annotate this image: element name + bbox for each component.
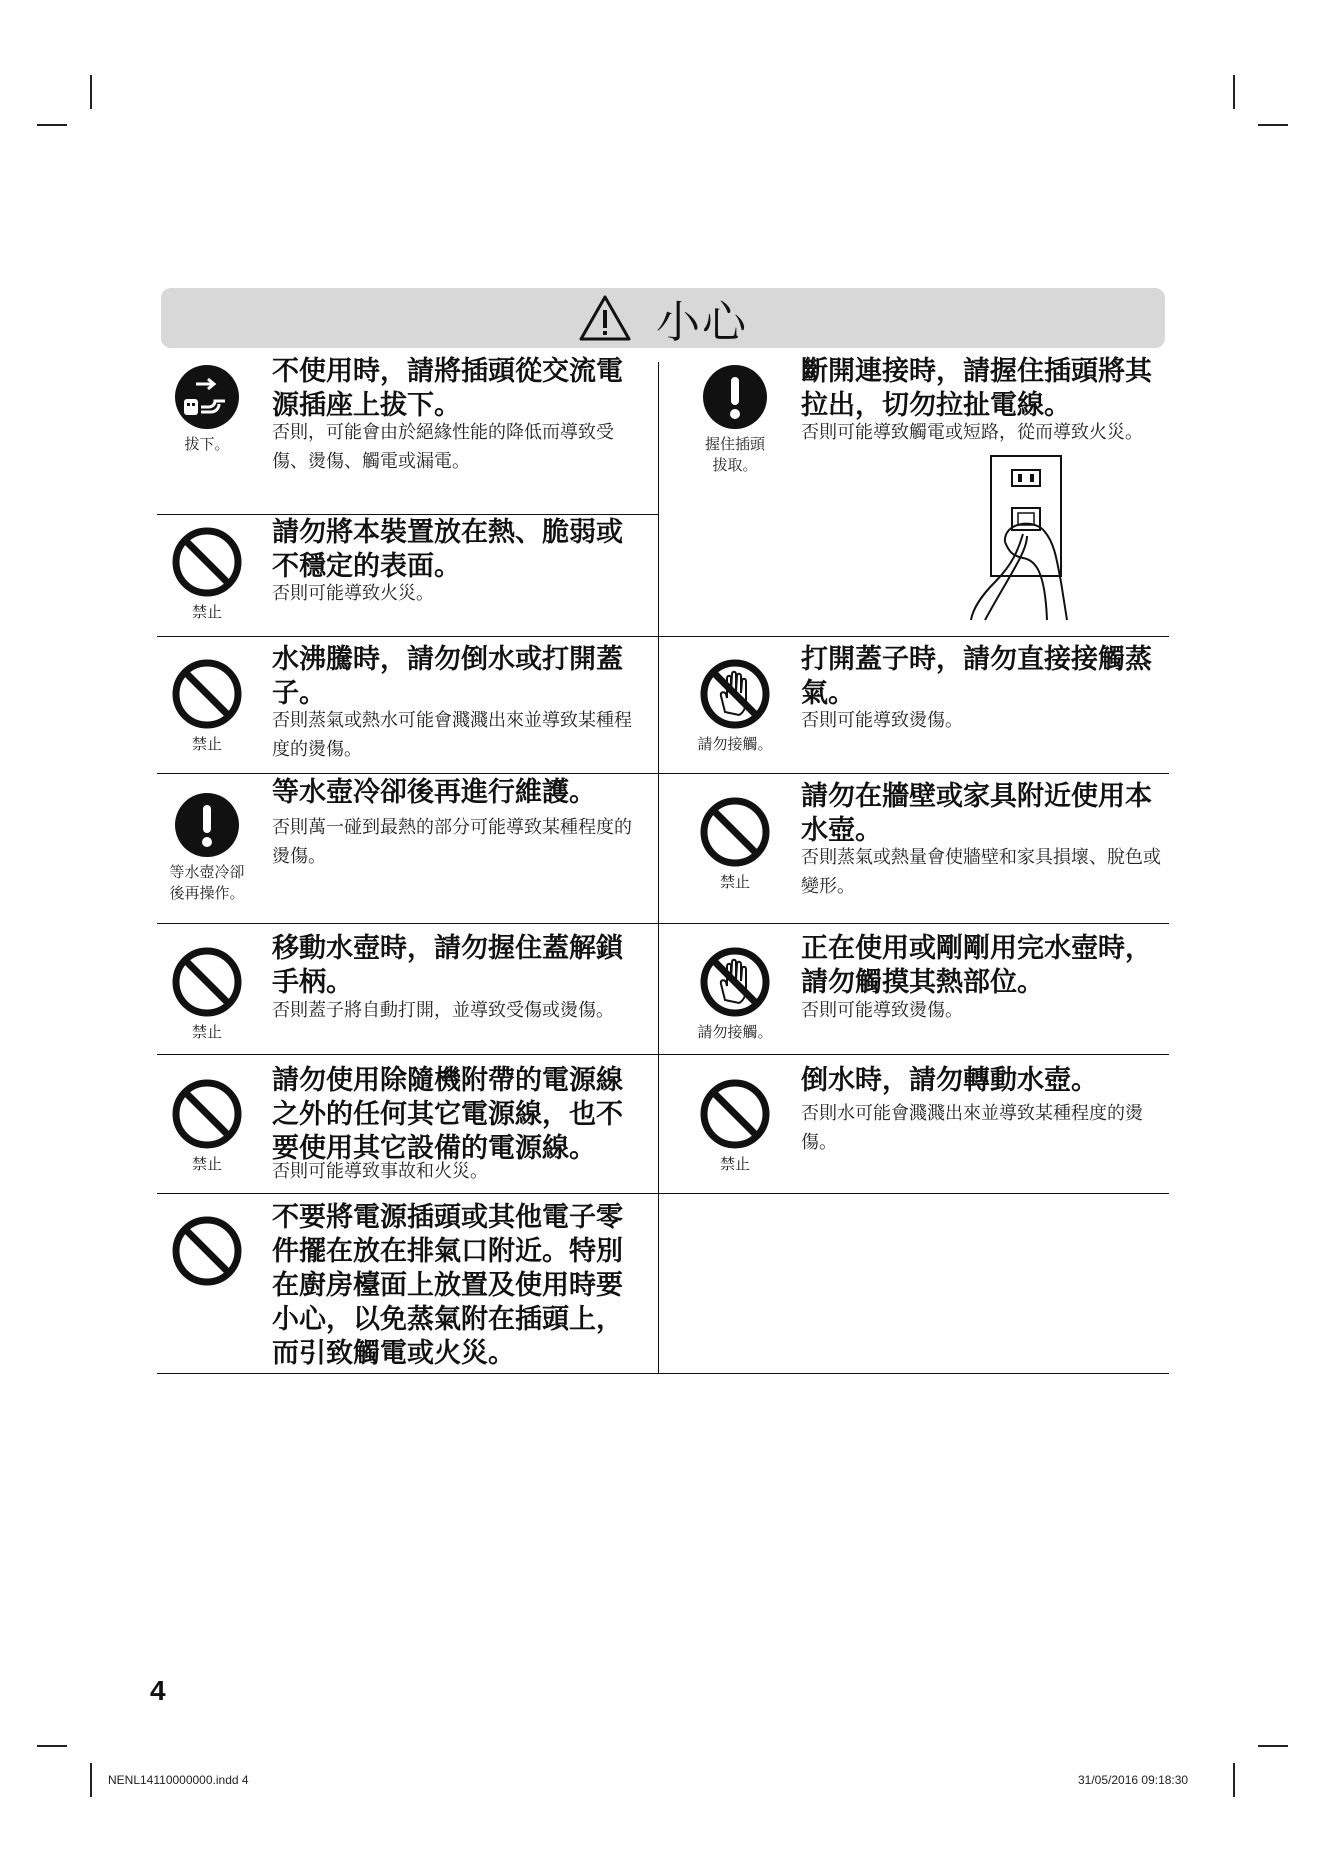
item-body: 否則水可能會濺濺出來並導致某種程度的燙傷。 bbox=[801, 1103, 1143, 1153]
no-touch-icon-block bbox=[685, 658, 785, 755]
item-body: 否則蒸氣或熱水可能會濺濺出來並導致某種程度的燙傷。 bbox=[272, 710, 632, 760]
item-title: 不使用時，請將插頭從交流電源插座上拔下。 bbox=[272, 356, 623, 421]
icon-caption: 禁止 bbox=[191, 1023, 222, 1041]
row-divider bbox=[157, 773, 1169, 774]
caution-banner bbox=[161, 288, 1165, 348]
prohibited-icon-block bbox=[685, 796, 785, 893]
prohibited-icon-block bbox=[685, 1078, 785, 1175]
item-body: 否則可能導致事故和火災。 bbox=[272, 1161, 488, 1182]
footer-timestamp: 31/05/2016 09:18:30 bbox=[1078, 1773, 1189, 1787]
crop-mark bbox=[1233, 1763, 1235, 1797]
icon-caption: 禁止 bbox=[191, 1155, 222, 1173]
row-divider bbox=[157, 1193, 1169, 1194]
item-body: 否則蓋子將自動打開，並導致受傷或燙傷。 bbox=[272, 1000, 614, 1021]
column-divider bbox=[658, 362, 659, 1373]
row-divider bbox=[157, 923, 1169, 924]
icon-caption: 握住插頭拔取。 bbox=[705, 435, 766, 474]
prohibited-icon-block bbox=[157, 526, 257, 623]
no-touch-icon bbox=[699, 658, 771, 730]
crop-mark bbox=[37, 124, 67, 126]
plug-outlet-illustration bbox=[965, 452, 1075, 622]
icon-caption: 等水壺冷卻後再操作。 bbox=[169, 863, 245, 902]
row-divider bbox=[157, 1373, 1169, 1374]
banner-title: 小心 bbox=[656, 297, 748, 348]
mandatory-icon-block bbox=[157, 792, 257, 904]
crop-mark bbox=[1258, 1745, 1288, 1747]
prohibited-icon bbox=[171, 946, 243, 1018]
item-title: 水沸騰時，請勿倒水或打開蓋子。 bbox=[272, 644, 623, 709]
crop-mark bbox=[1258, 124, 1288, 126]
item-title: 請勿將本裝置放在熱、脆弱或不穩定的表面。 bbox=[272, 517, 623, 582]
crop-mark bbox=[90, 1763, 92, 1797]
prohibited-icon-block bbox=[157, 658, 257, 755]
item-title: 斷開連接時，請握住插頭將其拉出，切勿拉扯電線。 bbox=[801, 356, 1152, 421]
mandatory-icon bbox=[174, 792, 240, 858]
item-body: 否則可能導致燙傷。 bbox=[801, 710, 963, 731]
item-body: 否則可能導致火災。 bbox=[272, 583, 434, 604]
icon-caption: 請勿接觸。 bbox=[697, 1023, 773, 1041]
prohibited-icon bbox=[171, 658, 243, 730]
footer-file: NENL14110000000.indd 4 bbox=[108, 1773, 249, 1787]
icon-caption: 禁止 bbox=[191, 603, 222, 621]
mandatory-icon-block bbox=[685, 364, 785, 476]
item-body: 否則萬一碰到最熱的部分可能導致某種程度的燙傷。 bbox=[272, 817, 632, 867]
prohibited-icon bbox=[171, 526, 243, 598]
item-title: 移動水壺時，請勿握住蓋解鎖手柄。 bbox=[272, 933, 623, 998]
icon-caption: 請勿接觸。 bbox=[697, 735, 773, 753]
item-body: 否則可能導致觸電或短路，從而導致火災。 bbox=[801, 422, 1143, 443]
prohibited-icon bbox=[171, 1078, 243, 1150]
warning-triangle-icon bbox=[578, 294, 632, 342]
crop-mark bbox=[1233, 75, 1235, 109]
item-body: 否則，可能會由於絕緣性能的降低而導致受傷、燙傷、觸電或漏電。 bbox=[272, 422, 614, 472]
unplug-icon bbox=[174, 364, 240, 430]
prohibited-icon bbox=[171, 1215, 243, 1287]
page-number: 4 bbox=[150, 1675, 166, 1706]
item-title: 不要將電源插頭或其他電子零件擺在放在排氣口附近。特別在廚房檯面上放置及使用時要小心，以免蒸氣附在插頭上，而引致觸電或火災。 bbox=[272, 1202, 623, 1369]
prohibited-icon bbox=[699, 796, 771, 868]
icon-caption: 拔下。 bbox=[184, 435, 230, 453]
unplug-icon-block bbox=[157, 364, 257, 455]
item-title: 等水壺冷卻後再進行維護。 bbox=[272, 777, 596, 808]
item-body: 否則蒸氣或熱量會使牆壁和家具損壞、脫色或變形。 bbox=[801, 847, 1161, 897]
crop-mark bbox=[90, 75, 92, 109]
item-title: 打開蓋子時，請勿直接接觸蒸氣。 bbox=[801, 644, 1152, 709]
row-divider bbox=[157, 1054, 1169, 1055]
prohibited-icon bbox=[699, 1078, 771, 1150]
crop-mark bbox=[37, 1745, 67, 1747]
item-title: 倒水時，請勿轉動水壺。 bbox=[801, 1065, 1098, 1096]
mandatory-icon bbox=[702, 364, 768, 430]
icon-caption: 禁止 bbox=[719, 873, 750, 891]
item-title: 正在使用或剛剛用完水壺時，請勿觸摸其熱部位。 bbox=[801, 933, 1152, 998]
prohibited-icon-block bbox=[157, 1215, 257, 1287]
item-body: 否則可能導致燙傷。 bbox=[801, 1000, 963, 1021]
prohibited-icon-block bbox=[157, 946, 257, 1043]
item-title: 請勿在牆壁或家具附近使用本水壺。 bbox=[801, 781, 1152, 846]
icon-caption: 禁止 bbox=[191, 735, 222, 753]
icon-caption: 禁止 bbox=[719, 1155, 750, 1173]
prohibited-icon-block bbox=[157, 1078, 257, 1175]
item-title: 請勿使用除隨機附帶的電源線之外的任何其它電源線，也不要使用其它設備的電源線。 bbox=[272, 1065, 623, 1164]
row-divider bbox=[157, 636, 1169, 637]
no-touch-icon-block bbox=[685, 946, 785, 1043]
no-touch-icon bbox=[699, 946, 771, 1018]
